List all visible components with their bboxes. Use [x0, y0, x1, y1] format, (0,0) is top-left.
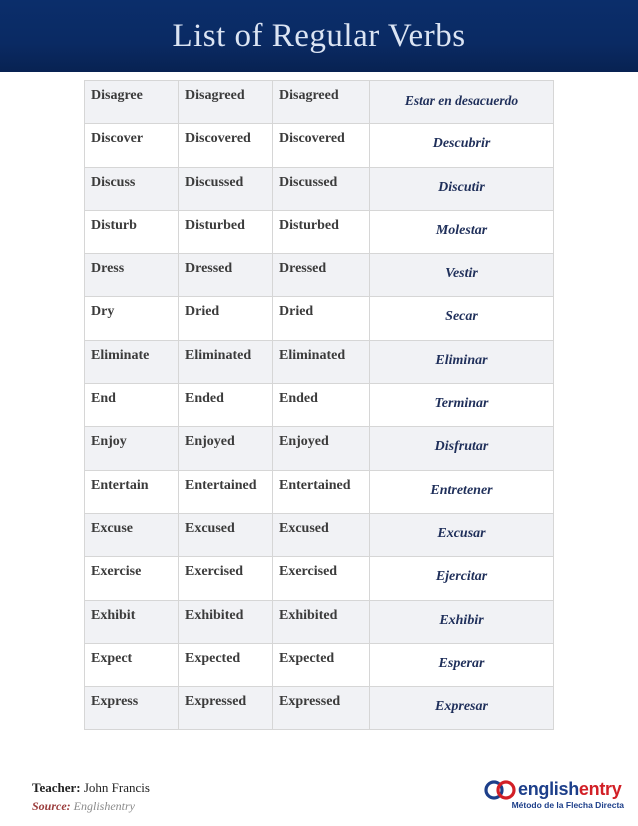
verb-base-form: Express — [85, 687, 179, 730]
verb-base-form: Excuse — [85, 513, 179, 556]
logo-wordmark — [518, 779, 621, 800]
verb-base-form: Exhibit — [85, 600, 179, 643]
verb-past-simple: Eliminated — [179, 340, 273, 383]
verb-past-simple: Discovered — [179, 124, 273, 167]
teacher-line — [32, 780, 150, 796]
logo-mark-icon — [484, 780, 518, 800]
verb-past-participle: Entertained — [273, 470, 370, 513]
table-row — [85, 340, 554, 383]
table-row — [85, 600, 554, 643]
page-title: List of Regular Verbs — [172, 18, 466, 54]
verb-past-simple: Disturbed — [179, 210, 273, 253]
verb-spanish-translation: Discutir — [370, 167, 554, 210]
verb-spanish-translation: Ejercitar — [370, 557, 554, 600]
verb-spanish-translation: Molestar — [370, 210, 554, 253]
verb-spanish-translation: Descubrir — [370, 124, 554, 167]
verb-past-simple: Exhibited — [179, 600, 273, 643]
verb-spanish-translation: Exhibir — [370, 600, 554, 643]
verb-past-participle: Ended — [273, 384, 370, 427]
table-row — [85, 687, 554, 730]
title-banner — [0, 0, 638, 72]
verb-past-participle: Expressed — [273, 687, 370, 730]
verb-base-form: Entertain — [85, 470, 179, 513]
verb-spanish-translation: Vestir — [370, 254, 554, 297]
logo-brand-english: english — [518, 779, 579, 799]
verb-spanish-translation: Esperar — [370, 643, 554, 686]
table-row — [85, 470, 554, 513]
verb-spanish-translation: Estar en desacuerdo — [370, 81, 554, 124]
verb-past-participle: Disturbed — [273, 210, 370, 253]
verb-base-form: Dry — [85, 297, 179, 340]
verb-past-simple: Enjoyed — [179, 427, 273, 470]
source-line — [32, 799, 150, 814]
verb-base-form: Disagree — [85, 81, 179, 124]
verb-past-simple: Disagreed — [179, 81, 273, 124]
verb-past-simple: Excused — [179, 513, 273, 556]
verb-past-participle: Dried — [273, 297, 370, 340]
verb-base-form: Dress — [85, 254, 179, 297]
verb-past-participle: Enjoyed — [273, 427, 370, 470]
verb-base-form: Expect — [85, 643, 179, 686]
verb-past-simple: Expected — [179, 643, 273, 686]
verb-spanish-translation: Eliminar — [370, 340, 554, 383]
verb-spanish-translation: Expresar — [370, 687, 554, 730]
verb-spanish-translation: Excusar — [370, 513, 554, 556]
teacher-name: John Francis — [83, 780, 150, 795]
verb-base-form: End — [85, 384, 179, 427]
verb-past-participle: Excused — [273, 513, 370, 556]
verb-base-form: Discuss — [85, 167, 179, 210]
table-row — [85, 513, 554, 556]
table-row — [85, 643, 554, 686]
verb-past-simple: Dried — [179, 297, 273, 340]
verb-past-simple: Dressed — [179, 254, 273, 297]
source-name: Englishentry — [73, 799, 135, 813]
table-row — [85, 254, 554, 297]
verb-past-simple: Discussed — [179, 167, 273, 210]
verb-spanish-translation: Terminar — [370, 384, 554, 427]
table-row — [85, 297, 554, 340]
table-row — [85, 167, 554, 210]
verb-base-form: Exercise — [85, 557, 179, 600]
verb-spanish-translation: Secar — [370, 297, 554, 340]
verb-past-participle: Dressed — [273, 254, 370, 297]
table-row — [85, 427, 554, 470]
verb-spanish-translation: Disfrutar — [370, 427, 554, 470]
table-row — [85, 210, 554, 253]
table-row — [85, 81, 554, 124]
verb-past-participle: Discussed — [273, 167, 370, 210]
verb-base-form: Discover — [85, 124, 179, 167]
logo-tagline: Método de la Flecha Directa — [511, 800, 624, 810]
verb-past-simple: Entertained — [179, 470, 273, 513]
verb-base-form: Disturb — [85, 210, 179, 253]
verb-past-participle: Eliminated — [273, 340, 370, 383]
table-row — [85, 124, 554, 167]
verb-spanish-translation: Entretener — [370, 470, 554, 513]
verb-past-simple: Expressed — [179, 687, 273, 730]
verb-past-simple: Exercised — [179, 557, 273, 600]
verb-past-participle: Discovered — [273, 124, 370, 167]
footer-credits — [32, 780, 150, 814]
table-row — [85, 384, 554, 427]
englishentry-logo — [484, 779, 629, 811]
verb-table — [84, 80, 554, 730]
verb-past-participle: Exercised — [273, 557, 370, 600]
source-label: Source: — [32, 799, 71, 813]
verb-past-participle: Expected — [273, 643, 370, 686]
logo-brand-entry: entry — [578, 779, 622, 799]
verb-past-simple: Ended — [179, 384, 273, 427]
teacher-label: Teacher: — [32, 780, 81, 795]
verb-past-participle: Exhibited — [273, 600, 370, 643]
verb-past-participle: Disagreed — [273, 81, 370, 124]
verb-base-form: Enjoy — [85, 427, 179, 470]
verb-base-form: Eliminate — [85, 340, 179, 383]
table-row — [85, 557, 554, 600]
